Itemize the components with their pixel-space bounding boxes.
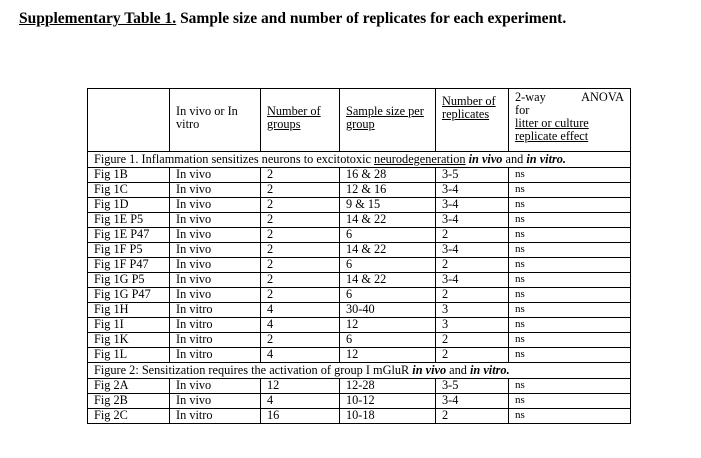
cell-replicates: 3-4 <box>436 213 509 228</box>
header-row <box>88 89 631 152</box>
header-replicates <box>436 89 509 152</box>
cell-sample: 14 & 22 <box>340 273 436 288</box>
cell-replicates: 2 <box>436 258 509 273</box>
cell-groups: 2 <box>261 258 340 273</box>
header-figure <box>88 89 170 152</box>
cell-sample: 12 & 16 <box>340 183 436 198</box>
cell-figure: Fig 1F P5 <box>88 243 170 258</box>
cell-sample: 14 & 22 <box>340 243 436 258</box>
cell-vivo: In vivo <box>170 379 261 394</box>
cell-figure: Fig 1E P47 <box>88 228 170 243</box>
section-title-part: in vivo <box>412 363 447 377</box>
cell-figure: Fig 2C <box>88 409 170 424</box>
cell-groups: 2 <box>261 183 340 198</box>
section-title-part: and <box>446 363 471 377</box>
cell-replicates: 2 <box>436 333 509 348</box>
cell-groups: 2 <box>261 198 340 213</box>
table-row <box>88 409 631 424</box>
cell-sample: 6 <box>340 228 436 243</box>
cell-vivo: In vitro <box>170 318 261 333</box>
cell-vivo: In vitro <box>170 303 261 318</box>
cell-anova: ns <box>509 348 631 363</box>
cell-groups: 12 <box>261 379 340 394</box>
cell-anova: ns <box>509 303 631 318</box>
table-caption: Sample size and number of replicates for each experiment. <box>176 10 567 27</box>
cell-sample: 16 & 28 <box>340 168 436 183</box>
cell-replicates: 2 <box>436 409 509 424</box>
cell-replicates: 3-4 <box>436 394 509 409</box>
cell-vivo: In vivo <box>170 258 261 273</box>
section-title-part: neurodegeneration <box>374 152 466 166</box>
cell-figure: Fig 1K <box>88 333 170 348</box>
table-row <box>88 273 631 288</box>
cell-anova: ns <box>509 198 631 213</box>
cell-sample: 9 & 15 <box>340 198 436 213</box>
cell-anova: ns <box>509 243 631 258</box>
cell-sample: 6 <box>340 333 436 348</box>
table-row <box>88 333 631 348</box>
page-title <box>19 10 566 28</box>
cell-anova: ns <box>509 258 631 273</box>
table-row <box>88 243 631 258</box>
header-sample-text: Sample size per group <box>346 104 424 131</box>
header-groups-text: Number of groups <box>267 104 321 131</box>
cell-anova: ns <box>509 168 631 183</box>
cell-sample: 14 & 22 <box>340 213 436 228</box>
cell-figure: Fig 1G P5 <box>88 273 170 288</box>
section-title-part: and <box>502 152 527 166</box>
cell-vivo: In vitro <box>170 333 261 348</box>
cell-anova: ns <box>509 273 631 288</box>
cell-vivo: In vivo <box>170 183 261 198</box>
cell-vivo: In vitro <box>170 409 261 424</box>
cell-vivo: In vivo <box>170 168 261 183</box>
header-anova-1: 2-way <box>515 90 546 104</box>
cell-figure: Fig 1G P47 <box>88 288 170 303</box>
cell-anova: ns <box>509 394 631 409</box>
cell-replicates: 3-4 <box>436 243 509 258</box>
section-title <box>88 363 631 379</box>
cell-figure: Fig 2A <box>88 379 170 394</box>
cell-anova: ns <box>509 213 631 228</box>
cell-vivo: In vitro <box>170 348 261 363</box>
cell-figure: Fig 1D <box>88 198 170 213</box>
header-groups <box>261 89 340 152</box>
header-anova-3: for <box>515 103 530 117</box>
section-header <box>88 152 631 168</box>
cell-anova: ns <box>509 288 631 303</box>
table-body <box>88 152 631 424</box>
cell-vivo: In vivo <box>170 213 261 228</box>
cell-sample: 10-18 <box>340 409 436 424</box>
table-row <box>88 379 631 394</box>
cell-figure: Fig 1L <box>88 348 170 363</box>
cell-figure: Fig 1E P5 <box>88 213 170 228</box>
cell-replicates: 3-4 <box>436 273 509 288</box>
header-replicates-text: Number of replicates <box>442 94 496 121</box>
cell-vivo: In vivo <box>170 394 261 409</box>
cell-groups: 16 <box>261 409 340 424</box>
cell-replicates: 2 <box>436 228 509 243</box>
section-title-part: in vitro. <box>470 363 510 377</box>
cell-groups: 4 <box>261 348 340 363</box>
cell-figure: Fig 1C <box>88 183 170 198</box>
cell-groups: 4 <box>261 394 340 409</box>
supplementary-table <box>87 88 631 424</box>
section-title-part: in vitro. <box>526 152 566 166</box>
cell-replicates: 2 <box>436 348 509 363</box>
cell-replicates: 3-5 <box>436 379 509 394</box>
cell-anova: ns <box>509 318 631 333</box>
header-anova-4: litter or culture replicate effect <box>515 116 589 143</box>
table-row <box>88 303 631 318</box>
cell-groups: 2 <box>261 333 340 348</box>
cell-vivo: In vivo <box>170 243 261 258</box>
cell-figure: Fig 2B <box>88 394 170 409</box>
cell-groups: 2 <box>261 213 340 228</box>
cell-replicates: 3-4 <box>436 183 509 198</box>
cell-sample: 12-28 <box>340 379 436 394</box>
cell-anova: ns <box>509 228 631 243</box>
cell-sample: 10-12 <box>340 394 436 409</box>
section-title <box>88 152 631 168</box>
cell-groups: 2 <box>261 243 340 258</box>
table-row <box>88 288 631 303</box>
cell-figure: Fig 1I <box>88 318 170 333</box>
table-row <box>88 213 631 228</box>
cell-anova: ns <box>509 333 631 348</box>
cell-anova: ns <box>509 183 631 198</box>
cell-replicates: 3-5 <box>436 168 509 183</box>
cell-vivo: In vivo <box>170 198 261 213</box>
table-label: Supplementary Table 1. <box>19 10 177 27</box>
cell-sample: 6 <box>340 258 436 273</box>
cell-sample: 30-40 <box>340 303 436 318</box>
cell-replicates: 3 <box>436 318 509 333</box>
cell-figure: Fig 1B <box>88 168 170 183</box>
cell-vivo: In vivo <box>170 273 261 288</box>
cell-groups: 2 <box>261 273 340 288</box>
cell-groups: 2 <box>261 228 340 243</box>
table-row <box>88 394 631 409</box>
section-header <box>88 363 631 379</box>
cell-sample: 12 <box>340 318 436 333</box>
cell-groups: 4 <box>261 303 340 318</box>
header-vivo: In vivo or In vitro <box>170 89 261 152</box>
cell-sample: 12 <box>340 348 436 363</box>
cell-replicates: 2 <box>436 288 509 303</box>
cell-sample: 6 <box>340 288 436 303</box>
header-sample <box>340 89 436 152</box>
cell-figure: Fig 1H <box>88 303 170 318</box>
cell-groups: 4 <box>261 318 340 333</box>
table-row <box>88 183 631 198</box>
table-row <box>88 348 631 363</box>
table-row <box>88 198 631 213</box>
cell-figure: Fig 1F P47 <box>88 258 170 273</box>
cell-anova: ns <box>509 409 631 424</box>
cell-groups: 2 <box>261 288 340 303</box>
cell-replicates: 3 <box>436 303 509 318</box>
cell-groups: 2 <box>261 168 340 183</box>
cell-vivo: In vivo <box>170 228 261 243</box>
header-anova-2: ANOVA <box>581 90 624 104</box>
section-title-part: in vivo <box>465 152 503 166</box>
table-row <box>88 168 631 183</box>
section-title-part: Figure 1. Inflammation sensitizes neurons to excitotoxic <box>94 152 375 166</box>
table-row <box>88 318 631 333</box>
section-title-part: Figure 2: Sensitization requires the activation of group I mGluR <box>94 363 413 377</box>
cell-anova: ns <box>509 379 631 394</box>
cell-replicates: 3-4 <box>436 198 509 213</box>
cell-vivo: In vivo <box>170 288 261 303</box>
table-row <box>88 258 631 273</box>
table-row <box>88 228 631 243</box>
header-anova <box>509 89 631 152</box>
